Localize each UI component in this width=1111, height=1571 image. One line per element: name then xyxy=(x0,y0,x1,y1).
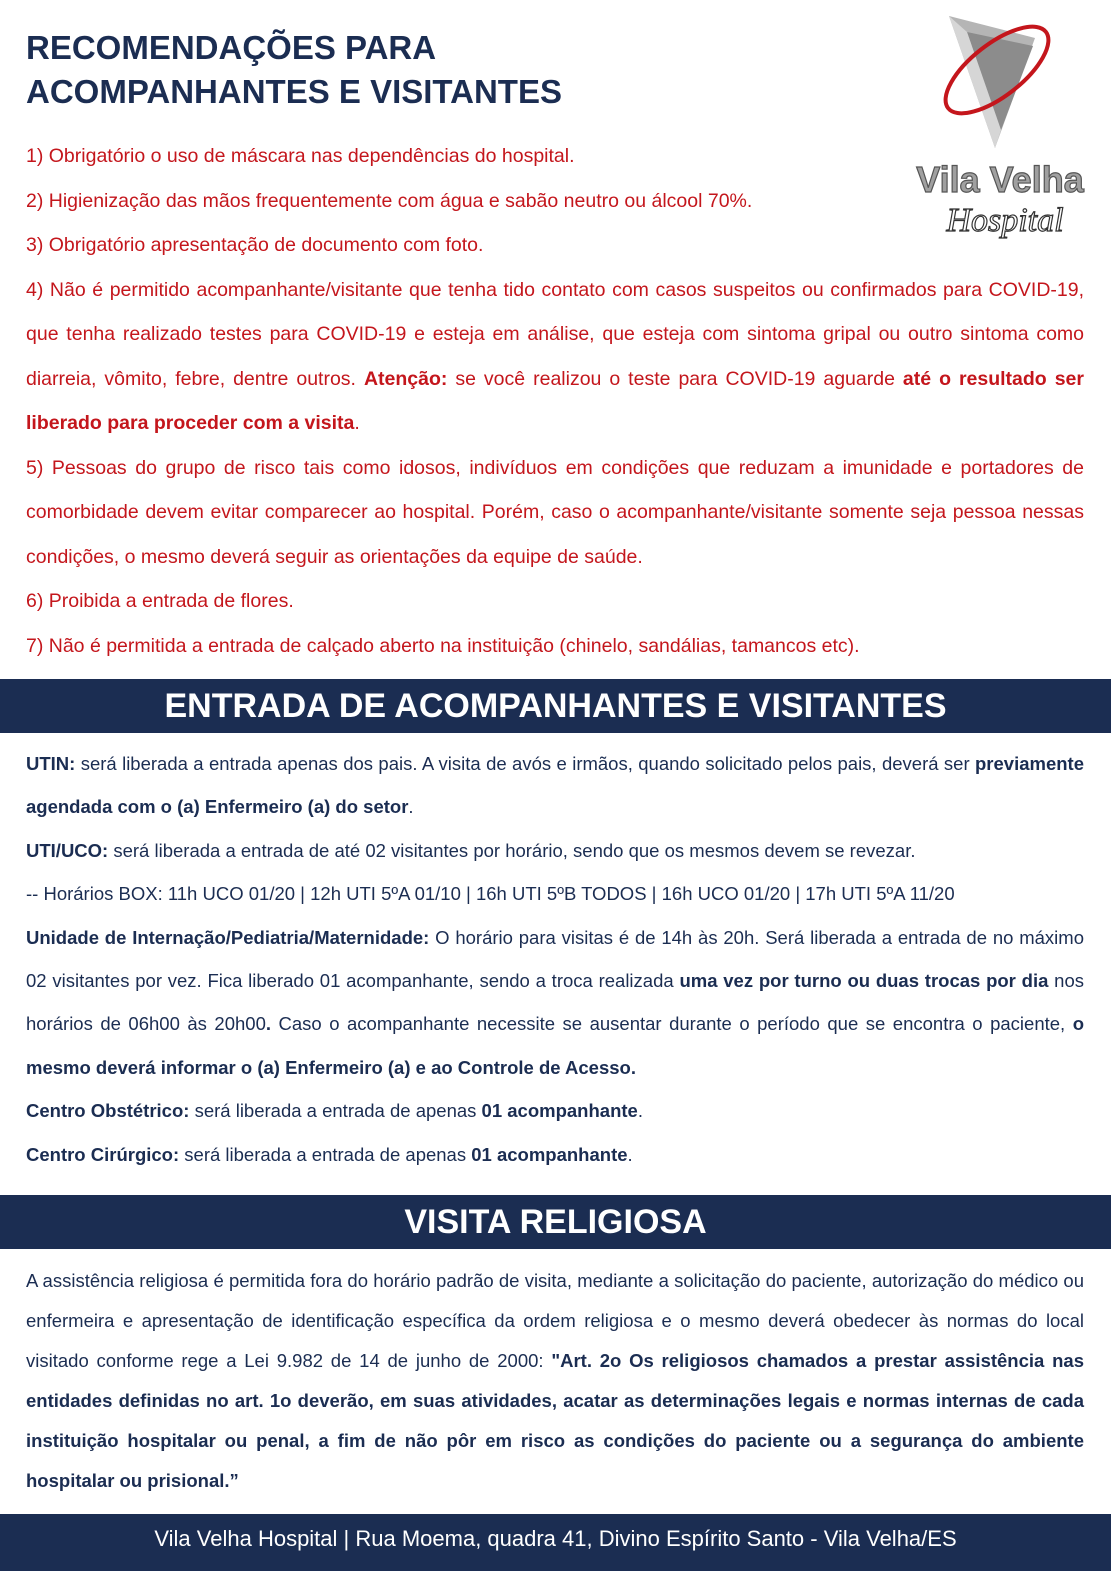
title-line-1: RECOMENDAÇÕES PARA xyxy=(26,29,437,66)
recommendation-item-7: 7) Não é permitida a entrada de calçado aberto na instituição (chinelo, sandálias, tamancos etc). xyxy=(26,634,860,657)
cirurgico-label: Centro Cirúrgico: xyxy=(26,1143,180,1165)
uti-paragraph xyxy=(26,829,1084,872)
entrada-section xyxy=(26,742,1084,1176)
recommendation-item-3: 3) Obrigatório apresentação de documento com foto. xyxy=(26,234,484,256)
footer-address: Vila Velha Hospital | Rua Moema, quadra 41, Divino Espírito Santo - Vila Velha/ES xyxy=(0,1514,1111,1571)
cirurgico-bold: 01 acompanhante xyxy=(471,1143,628,1165)
item4-bold-text: até o resultado ser liberado para proceder com a visita xyxy=(26,367,1084,434)
internacao-text: O horário para visitas é de 14h às 20h. Será liberada a entrada de no máximo 02 visitantes por vez. Fica liberado 01 acompanhante, sendo a troca realizada xyxy=(26,926,1084,992)
title-line-2: ACOMPANHANTES E VISITANTES xyxy=(26,73,562,110)
section-heading-entrada: ENTRADA DE ACOMPANHANTES E VISITANTES xyxy=(0,679,1111,733)
utin-bold-text: previamente agendada com o (a) Enfermeiro (a) do setor xyxy=(26,753,1084,818)
religiosa-paragraph xyxy=(26,1261,1084,1501)
obstetrico-bold: 01 acompanhante xyxy=(481,1100,638,1122)
recommendation-item-1: 1) Obrigatório o uso de máscara nas dependências do hospital. xyxy=(26,145,575,167)
logo-name: Vila Velha xyxy=(916,159,1084,200)
item4-text: 4) Não é permitido acompanhante/visitante que tenha tido contato com casos suspeitos ou confirmados para COVID-19, que tenha realizado testes para COVID-19 e esteja em análise, que esteja com sintoma gripal ou outro sintoma como diarreia, vômito, febre, dentre outros. xyxy=(26,278,1084,390)
recommendation-item-4 xyxy=(26,268,1084,446)
recommendation-item-6: 6) Proibida a entrada de flores. xyxy=(26,590,294,612)
internacao-label: Unidade de Internação/Pediatria/Maternidade: xyxy=(26,926,430,948)
obstetrico-text: será liberada a entrada de apenas xyxy=(189,1100,482,1122)
item4-attention-label: Atenção: xyxy=(363,367,448,390)
obstetrico-paragraph xyxy=(26,1089,1084,1132)
internacao-ausentar: Caso o acompanhante necessite se ausentar durante o período que se encontra o paciente, xyxy=(271,1013,1073,1035)
obstetrico-label: Centro Obstétrico: xyxy=(26,1100,190,1122)
item4-text-cont: se você realizou o teste para COVID-19 aguarde xyxy=(447,367,903,390)
recommendations-list xyxy=(26,134,1084,668)
cirurgico-paragraph xyxy=(26,1133,1084,1176)
internacao-period: . xyxy=(265,1013,271,1035)
page-title xyxy=(26,26,786,114)
utin-paragraph xyxy=(26,742,1084,829)
utin-text: será liberada a entrada apenas dos pais. A visita de avós e irmãos, quando solicitado pelos pais, deverá ser xyxy=(75,753,975,774)
recommendation-item-5: 5) Pessoas do grupo de risco tais como idosos, indivíduos em condições que reduzam a imunidade e portadores de comorbidade devem evitar comparecer ao hospital. Porém, caso o acompanhante/visitante somente seja pessoa nessas condições, o mesmo deverá seguir as orientações da equipe de saúde. xyxy=(26,456,1084,568)
logo-tagline: Hospital xyxy=(946,202,1064,239)
uti-text: será liberada a entrada de até 02 visitantes por horário, sendo que os mesmos devem se revezar. xyxy=(108,839,916,861)
recommendation-item-2: 2) Higienização das mãos frequentemente com água e sabão neutro ou álcool 70%. xyxy=(26,189,753,212)
internacao-horarios: nos horários de 06h00 às 20h00 xyxy=(26,970,1084,1035)
obstetrico-end: . xyxy=(637,1100,643,1122)
utin-label: UTIN: xyxy=(26,753,76,774)
section-heading-religiosa: VISITA RELIGIOSA xyxy=(0,1195,1111,1249)
horarios-box: -- Horários BOX: 11h UCO 01/20 | 12h UTI 5ºA 01/10 | 16h UTI 5ºB TODOS | 16h UCO 01/20 | 17h UTI 5ºA 11/20 xyxy=(26,883,955,905)
internacao-paragraph xyxy=(26,916,1084,1090)
uti-label: UTI/UCO: xyxy=(26,839,109,861)
cirurgico-text: será liberada a entrada de apenas xyxy=(179,1143,472,1165)
internacao-bold-turno: uma vez por turno ou duas trocas por dia xyxy=(679,970,1049,992)
religiosa-law-quote: "Art. 2o Os religiosos chamados a prestar assistência nas entidades definidas no art. 1o deverão, em suas atividades, acatar as determinações legais e normas internas de cada instituição hospitalar ou penal, a fim de não pôr em risco as condições do paciente ou a segurança do ambiente hospitalar ou prisional.” xyxy=(26,1350,1084,1491)
religiosa-text: A assistência religiosa é permitida fora do horário padrão de visita, mediante a solicitação do paciente, autorização do médico ou enfermeira e apresentação de identificação específica da ordem religiosa e o mesmo deverá obedecer às normas do local visitado conforme rege a Lei 9.982 de 14 de junho de 2000: xyxy=(26,1270,1084,1371)
utin-end: . xyxy=(408,796,414,818)
cirurgico-end: . xyxy=(627,1143,633,1165)
internacao-bold-informar: o mesmo deverá informar o (a) Enfermeiro (a) e ao Controle de Acesso. xyxy=(26,1013,1084,1078)
item4-end: . xyxy=(354,412,360,434)
